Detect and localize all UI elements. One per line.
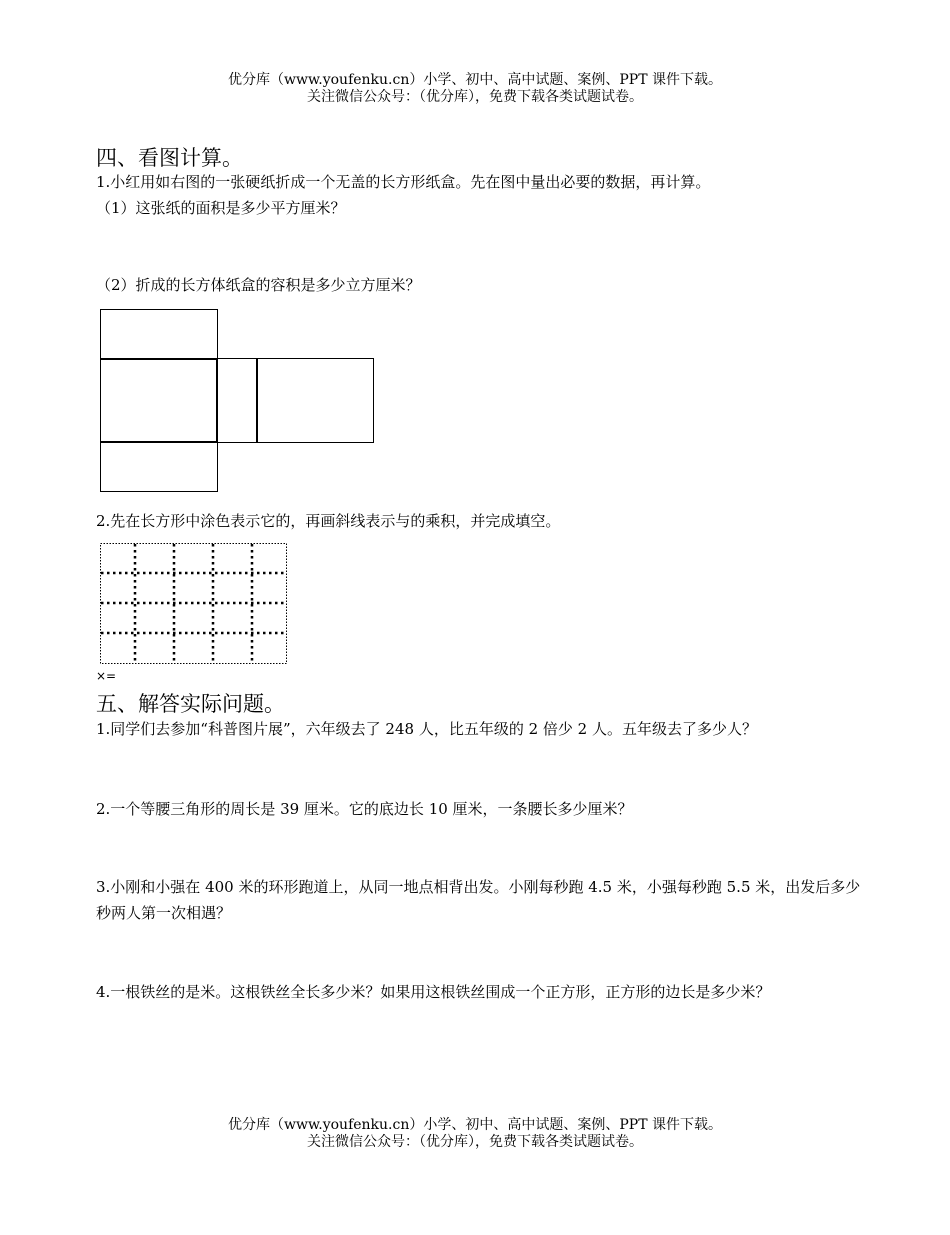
s5-question-1: 1.同学们去参加“科普图片展”，六年级去了 248 人，比五年级的 2 倍少 2 人。五年级去了多少人？ (96, 720, 757, 738)
s4-question-1-part-1: （1）这张纸的面积是多少平方厘米？ (96, 199, 346, 217)
footer-line-1: 优分库（www.youfenku.cn）小学、初中、高中试题、案例、PPT 课件下载。 (227, 1117, 722, 1133)
s4-question-2: 2.先在长方形中涂色表示它的，再画斜线表示与的乘积，并完成填空。 (96, 512, 561, 530)
net-base (100, 358, 218, 443)
header-line-2: 关注微信公众号：（优分库），免费下载各类试题试卷。 (307, 89, 643, 105)
formula-blank: ×= (96, 669, 117, 683)
net-side-wide (256, 358, 374, 443)
grid-lines (101, 544, 286, 663)
net-bottom-flap (100, 441, 218, 492)
s4-question-1-part-2: （2）折成的长方体纸盒的容积是多少立方厘米？ (96, 276, 421, 294)
s4-question-1: 1.小红用如右图的一张硬纸折成一个无盖的长方形纸盒。先在图中量出必要的数据，再计算。 (96, 173, 711, 191)
page-footer (0, 1117, 950, 1151)
s5-question-3: 3.小刚和小强在 400 米的环形跑道上，从同一地点相背出发。小刚每秒跑 4.5 米，小强每秒跑 5.5 米，出发后多少秒两人第一次相遇？ (96, 878, 861, 922)
header-line-1: 优分库（www.youfenku.cn）小学、初中、高中试题、案例、PPT 课件下载。 (227, 72, 722, 88)
net-top-flap (100, 309, 218, 360)
section-4-title: 四、看图计算。 (96, 146, 243, 170)
s5-question-4: 4.一根铁丝的是米。这根铁丝全长多少米？如果用这根铁丝围成一个正方形，正方形的边长是多少米？ (96, 983, 771, 1001)
s5-question-2: 2.一个等腰三角形的周长是 39 厘米。它的底边长 10 厘米，一条腰长多少厘米？ (96, 800, 633, 818)
footer-line-2: 关注微信公众号：（优分库），免费下载各类试题试卷。 (307, 1134, 643, 1150)
page-header (0, 72, 950, 106)
section-5-title: 五、解答实际问题。 (96, 692, 285, 716)
net-side-narrow (216, 358, 258, 443)
dotted-grid-rectangle (100, 543, 288, 665)
